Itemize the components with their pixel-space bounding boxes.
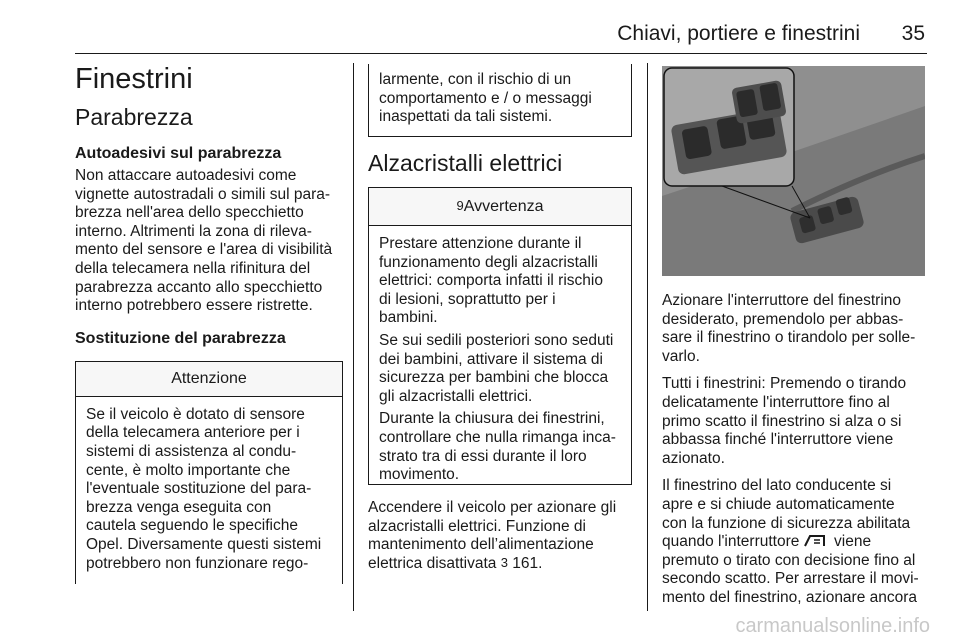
column-2 — [368, 64, 632, 573]
paragraph-ignition: Accendere il veicolo per azionare gli alzacristalli elettrici. Funzione di mantenimento dell’alimentazione elettrica disattivata 3 161. — [368, 499, 617, 572]
door-panel-illustration — [662, 66, 925, 276]
paragraph-all-windows: Tutti i finestrini: Premendo o tirando delicatamente l'interruttore fino al primo scatto il finestrino si alza o si abbassa finché l'interruttore viene azionato. — [662, 375, 907, 467]
section-heading-power-windows: Alzacristalli elettrici — [368, 150, 563, 176]
section-title: Finestrini — [75, 63, 193, 95]
column-3 — [662, 292, 926, 608]
warning-body — [369, 226, 631, 485]
notice-box-continued: larmente, con il rischio di un comportamento e / o messaggi inaspettati da tali sistemi. — [368, 64, 632, 137]
heading-windshield-replacement: Sostituzione del parabrezza — [75, 329, 286, 347]
running-header-title: Chiavi, portiere e finestrini — [617, 22, 860, 45]
notice-title: Attenzione — [76, 362, 342, 397]
header-rule — [75, 53, 927, 54]
warning-box — [368, 187, 632, 485]
auto-window-icon — [804, 534, 830, 547]
notice-body: Se il veicolo è dotato di sensore della telecamera anteriore per i sistemi di assistenza al condu- cente, è molto importante che l'eventuale sostituzione del para- brezza venga eseguita con cautela seguendo le specifiche Opel. Diversamente questi sistemi potrebbero non funzionare rego- — [86, 405, 322, 572]
watermark: carmanualsonline.info — [735, 615, 930, 637]
paragraph-stickers: Non attaccare autoadesivi come vignette autostradali o simili sul para- brezza nell'area dello specchietto interno. Altrimenti la zona di rileva- mento del sensore e l'area di visibilità della telecamera nella rifinitura del parabrezza accanto allo specchietto interno potrebbero essere ristrette. — [75, 167, 333, 315]
window-switch-photo — [662, 66, 925, 276]
column-1 — [75, 62, 343, 584]
notice-box — [75, 361, 343, 584]
warning-paragraph-3: Durante la chiusura dei finestrini, controllare che nulla rimanga inca- strato tra di essi durante il loro movimento. — [379, 410, 616, 484]
heading-stickers: Autoadesivi sul parabrezza — [75, 145, 282, 162]
warning-icon: 9 — [456, 198, 464, 213]
paragraph-operate-switch: Azionare l'interruttore del finestrino desiderato, premendolo per abbas- sare il finestrino o tirandolo per solle- varlo. — [662, 292, 916, 365]
warning-paragraph-1: Prestare attenzione durante il funzionamento degli alzacristalli elettrici: comporta infatti il rischio di lesioni, soprattutto per i bambini. — [379, 235, 603, 327]
column-divider-1 — [353, 63, 354, 611]
page-reference-arrow-icon: 3 — [500, 554, 508, 570]
column-divider-2 — [647, 63, 648, 611]
page-number: 35 — [901, 22, 925, 45]
page-reference: 161. — [512, 554, 543, 572]
subsection-title: Parabrezza — [75, 104, 193, 130]
warning-paragraph-2: Se sui sedili posteriori sono seduti dei bambini, attivare il sistema di sicurezza per bambini che blocca gli alzacristalli elettrici. — [379, 331, 614, 405]
warning-title: 9Avvertenza — [369, 188, 631, 226]
paragraph-driver-window: Il finestrino del lato conducente si apre e si chiude automaticamente con la funzione di sicurezza abilitata quando l'interruttore viene premuto o tirato con decisione fino al secondo scatto. Per arrestare il movi- mento del finestrino, azionare ancora — [662, 477, 919, 606]
